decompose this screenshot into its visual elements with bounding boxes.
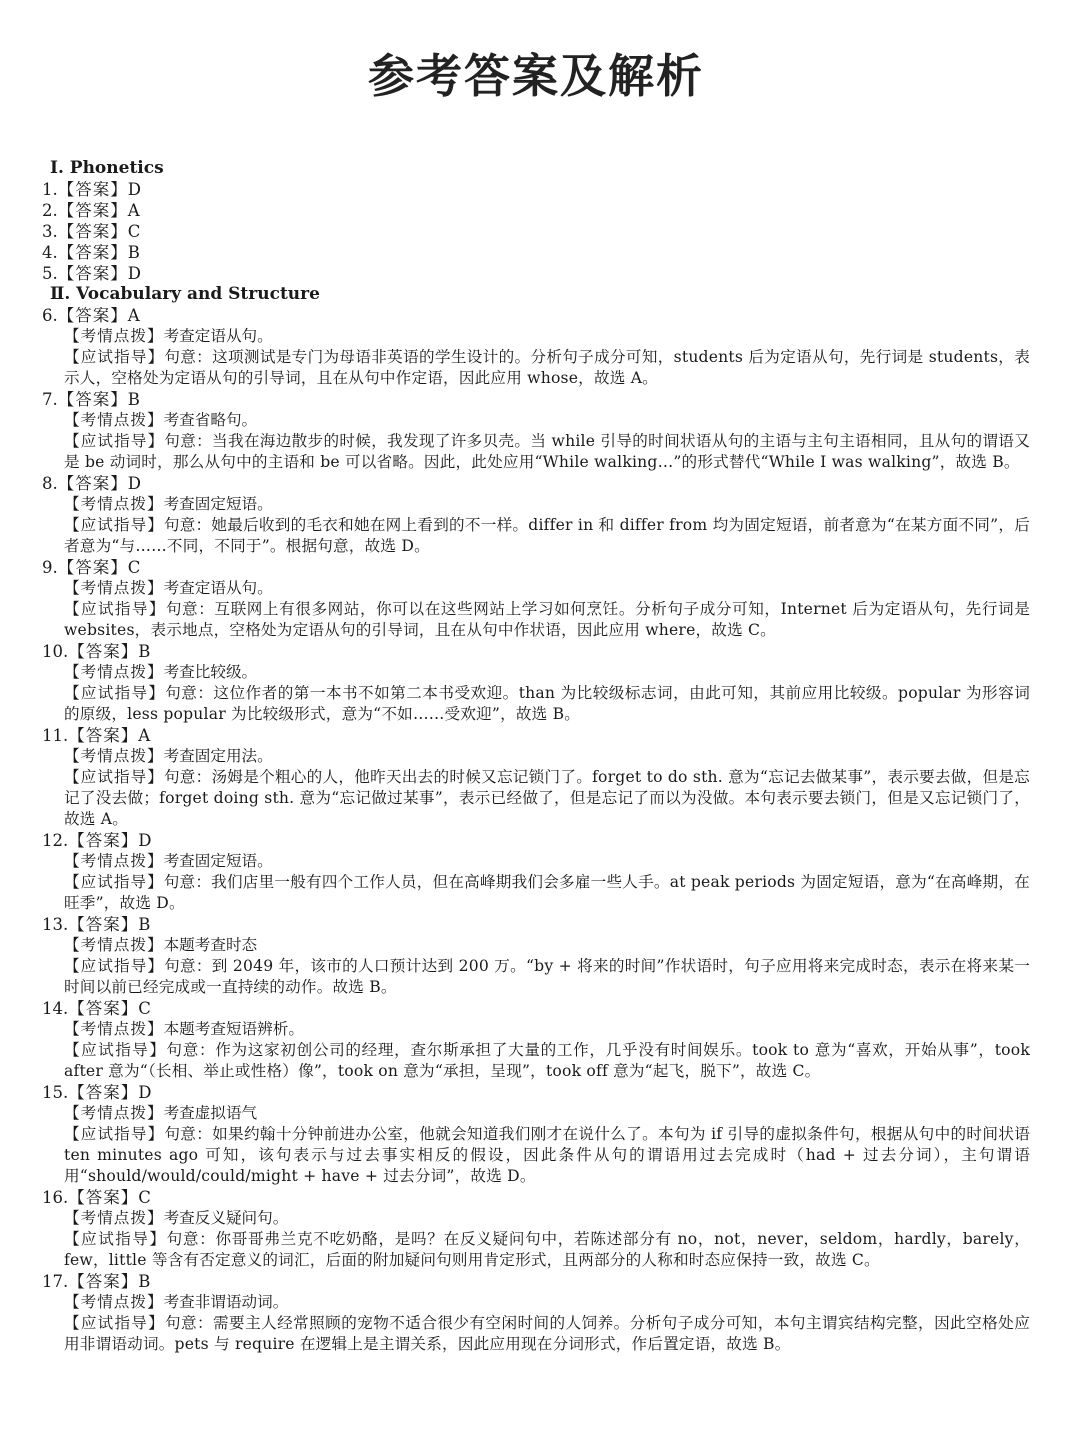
point-text: 考查省略句。 (163, 411, 258, 429)
answer-line (42, 473, 1030, 494)
answer-line (42, 998, 1030, 1019)
answer-label: 【答案】 (57, 180, 128, 199)
point-line (42, 662, 1030, 683)
answer-label: 【答案】 (57, 201, 128, 220)
answer-label: 【答案】 (57, 390, 128, 409)
answer-line (42, 1271, 1030, 1292)
section-heading: Ⅰ. Phonetics (50, 158, 164, 178)
answer-value: D (127, 264, 141, 283)
question-number: 5. (42, 264, 58, 283)
guide-text: 句意：这项测试是专门为母语非英语的学生设计的。分析句子成分可知，students 后为定语从句，先行词是 students，表示人，空格处为定语从句的引导词，且在从句中作定语，因此应用 whose，故选 A。 (64, 348, 1030, 387)
question-item (42, 221, 1030, 242)
point-line (42, 1292, 1030, 1313)
guide-text: 句意：互联网上有很多网站，你可以在这些网站上学习如何烹饪。分析句子成分可知，Internet 后为定语从句，先行词是 websites，表示地点，空格处为定语从句的引导词，且在从句中作状语，因此应用 where，故选 C。 (64, 600, 1030, 639)
answer-value: B (138, 915, 151, 934)
question-item (42, 998, 1030, 1082)
guide-paragraph (42, 1313, 1030, 1355)
question-number: 17. (42, 1272, 69, 1291)
answer-label: 【答案】 (57, 222, 128, 241)
question-number: 10. (42, 642, 69, 661)
answer-line (42, 389, 1030, 410)
guide-paragraph (42, 683, 1030, 725)
point-label: 【考情点拨】 (64, 1293, 164, 1311)
answer-line (42, 221, 1030, 242)
point-label: 【考情点拨】 (64, 579, 164, 597)
point-text: 考查定语从句。 (163, 579, 273, 597)
guide-text: 句意：需要主人经常照顾的宠物不适合很少有空闲时间的人饲养。分析句子成分可知，本句主谓宾结构完整，因此空格处应用非谓语动词。pets 与 require 在逻辑上是主谓关系，因此应用现在分词形式，作后置定语，故选 B。 (64, 1314, 1030, 1353)
answer-line (42, 179, 1030, 200)
question-number: 16. (42, 1188, 69, 1207)
answer-label: 【答案】 (68, 915, 139, 934)
question-item (42, 725, 1030, 830)
answer-label: 【答案】 (68, 831, 139, 850)
guide-text: 句意：这位作者的第一本书不如第二本书受欢迎。than 为比较级标志词，由此可知，其前应用比较级。popular 为形容词的原级，less popular 为比较级形式，意为“不如……受欢迎”，故选 B。 (64, 684, 1030, 723)
guide-paragraph (42, 767, 1030, 830)
question-number: 13. (42, 915, 69, 934)
question-number: 3. (42, 222, 58, 241)
answer-label: 【答案】 (57, 474, 128, 493)
answer-label: 【答案】 (68, 642, 139, 661)
guide-paragraph (42, 599, 1030, 641)
answer-line (42, 1082, 1030, 1103)
question-number: 14. (42, 999, 69, 1018)
point-label: 【考情点拨】 (64, 747, 164, 765)
guide-text: 句意：当我在海边散步的时候，我发现了许多贝壳。当 while 引导的时间状语从句的主语与主句主语相同，且从句的谓语又是 be 动词时，那么从句中的主语和 be 可以省略。因此，此处应用“While walking…”的形式替代“While I was walking”，故选 B。 (64, 432, 1030, 471)
question-number: 4. (42, 243, 58, 262)
question-item (42, 1271, 1030, 1355)
answer-line (42, 242, 1030, 263)
guide-paragraph (42, 347, 1030, 389)
point-line (42, 326, 1030, 347)
answer-value: D (138, 1083, 152, 1102)
question-number: 15. (42, 1083, 69, 1102)
answer-value: D (138, 831, 152, 850)
question-item (42, 1187, 1030, 1271)
point-text: 本题考查短语辨析。 (163, 1020, 304, 1038)
answer-label: 【答案】 (57, 558, 128, 577)
guide-paragraph (42, 1229, 1030, 1271)
answer-label: 【答案】 (68, 1188, 139, 1207)
answer-value: C (127, 222, 141, 241)
point-text: 考查定语从句。 (163, 327, 273, 345)
point-text: 考查非谓语动词。 (163, 1293, 289, 1311)
answer-line (42, 305, 1030, 326)
point-label: 【考情点拨】 (64, 411, 164, 429)
answer-line (42, 1187, 1030, 1208)
section-heading: Ⅱ. Vocabulary and Structure (50, 284, 320, 304)
guide-label: 【应试指导】 (64, 432, 165, 450)
answer-value: D (127, 474, 141, 493)
answer-value: A (127, 306, 140, 325)
point-text: 考查固定短语。 (163, 852, 273, 870)
guide-paragraph (42, 956, 1030, 998)
question-item (42, 473, 1030, 557)
guide-text: 句意：我们店里一般有四个工作人员，但在高峰期我们会多雇一些人手。at peak periods 为固定短语，意为“在高峰期，在旺季”，故选 D。 (64, 873, 1030, 912)
point-line (42, 1019, 1030, 1040)
point-line (42, 1103, 1030, 1124)
point-line (42, 851, 1030, 872)
point-label: 【考情点拨】 (64, 495, 164, 513)
answer-label: 【答案】 (68, 1272, 139, 1291)
question-number: 7. (42, 390, 58, 409)
question-item (42, 389, 1030, 473)
guide-label: 【应试指导】 (64, 516, 164, 534)
question-item (42, 263, 1030, 284)
point-line (42, 578, 1030, 599)
answer-label: 【答案】 (57, 264, 128, 283)
answer-label: 【答案】 (68, 726, 139, 745)
question-number: 2. (42, 201, 58, 220)
question-item (42, 179, 1030, 200)
answer-line (42, 725, 1030, 746)
question-number: 9. (42, 558, 58, 577)
answer-value: B (127, 390, 140, 409)
answer-value: D (127, 180, 141, 199)
guide-label: 【应试指导】 (64, 1314, 165, 1332)
answer-value: C (138, 999, 151, 1018)
content (42, 158, 1030, 1355)
point-line (42, 746, 1030, 767)
guide-label: 【应试指导】 (64, 1230, 167, 1248)
page-title: 参考答案及解析 (368, 49, 704, 103)
question-number: 1. (42, 180, 58, 199)
point-text: 考查虚拟语气 (163, 1104, 258, 1122)
question-item (42, 557, 1030, 641)
point-line (42, 494, 1030, 515)
question-number: 8. (42, 474, 58, 493)
guide-label: 【应试指导】 (64, 348, 165, 366)
guide-label: 【应试指导】 (64, 768, 164, 786)
answer-value: B (127, 243, 140, 262)
answer-value: C (138, 1188, 151, 1207)
answer-label: 【答案】 (68, 999, 139, 1018)
point-line (42, 1208, 1030, 1229)
answer-label: 【答案】 (57, 243, 128, 262)
question-item (42, 305, 1030, 389)
guide-label: 【应试指导】 (64, 873, 164, 891)
answer-value: A (138, 726, 151, 745)
answer-value: B (138, 642, 151, 661)
question-item (42, 242, 1030, 263)
question-number: 11. (42, 726, 69, 745)
point-label: 【考情点拨】 (64, 327, 164, 345)
answer-value: A (127, 201, 140, 220)
question-item (42, 830, 1030, 914)
point-text: 考查比较级。 (163, 663, 258, 681)
point-label: 【考情点拨】 (64, 936, 164, 954)
point-text: 考查固定用法。 (163, 747, 273, 765)
guide-label: 【应试指导】 (64, 684, 166, 702)
point-label: 【考情点拨】 (64, 1209, 164, 1227)
guide-label: 【应试指导】 (64, 1125, 165, 1143)
answer-line (42, 641, 1030, 662)
question-number: 12. (42, 831, 69, 850)
answer-value: C (127, 558, 141, 577)
guide-paragraph (42, 1040, 1030, 1082)
guide-paragraph (42, 1124, 1030, 1187)
answer-line (42, 830, 1030, 851)
point-line (42, 410, 1030, 431)
question-item (42, 914, 1030, 998)
answer-value: B (138, 1272, 151, 1291)
question-item (42, 641, 1030, 725)
guide-label: 【应试指导】 (64, 600, 166, 618)
answer-line (42, 914, 1030, 935)
point-line (42, 935, 1030, 956)
point-text: 本题考查时态 (163, 936, 258, 954)
guide-text: 句意：如果约翰十分钟前进办公室，他就会知道我们刚才在说什么了。本句为 if 引导的虚拟条件句，根据从句中的时间状语 ten minutes ago 可知，该句表示与过去事实相反的假设，因此条件从句的谓语用过去完成时（had + 过去分词），主句谓语用“should/would/could/might + have + 过去分词”，故选 D。 (64, 1125, 1030, 1185)
point-label: 【考情点拨】 (64, 1104, 164, 1122)
point-label: 【考情点拨】 (64, 663, 164, 681)
question-number: 6. (42, 306, 58, 325)
guide-text: 句意：到 2049 年，该市的人口预计达到 200 万。“by + 将来的时间”作状语时，句子应用将来完成时态，表示在将来某一时间以前已经完成或一直持续的动作。故选 B。 (64, 957, 1030, 996)
question-item (42, 200, 1030, 221)
answer-line (42, 263, 1030, 284)
guide-paragraph (42, 431, 1030, 473)
answer-line (42, 557, 1030, 578)
guide-text: 句意：她最后收到的毛衣和她在网上看到的不一样。differ in 和 differ from 均为固定短语，前者意为“在某方面不同”，后者意为“与……不同，不同于”。根据句意，故选 D。 (64, 516, 1030, 555)
guide-text: 句意：你哥哥弗兰克不吃奶酪，是吗？在反义疑问句中，若陈述部分有 no，not，never，seldom，hardly，barely，few，little 等含有否定意义的词汇，后面的附加疑问句则用肯定形式，且两部分的人称和时态应保持一致，故选 C。 (64, 1230, 1030, 1269)
answer-label: 【答案】 (57, 306, 128, 325)
guide-paragraph (42, 872, 1030, 914)
point-label: 【考情点拨】 (64, 1020, 164, 1038)
question-item (42, 1082, 1030, 1187)
point-label: 【考情点拨】 (64, 852, 164, 870)
guide-text: 句意：作为这家初创公司的经理，查尔斯承担了大量的工作，几乎没有时间娱乐。took to 意为“喜欢，开始从事”，took after 意为“（长相、举止或性格）像”，took on 意为“承担，呈现”，took off 意为“起飞，脱下”，故选 C。 (64, 1041, 1030, 1080)
answer-line (42, 200, 1030, 221)
point-text: 考查固定短语。 (163, 495, 273, 513)
guide-label: 【应试指导】 (64, 1041, 167, 1059)
point-text: 考查反义疑问句。 (163, 1209, 289, 1227)
guide-paragraph (42, 515, 1030, 557)
answer-label: 【答案】 (68, 1083, 139, 1102)
guide-label: 【应试指导】 (64, 957, 165, 975)
guide-text: 句意：汤姆是个粗心的人，他昨天出去的时候又忘记锁门了。forget to do sth. 意为“忘记去做某事”，表示要去做，但是忘记了没去做；forget doing sth. 意为“忘记做过某事”，表示已经做了，但是忘记了而以为没做。本句表示要去锁门，但是又忘记锁门了，故选 A。 (64, 768, 1030, 828)
